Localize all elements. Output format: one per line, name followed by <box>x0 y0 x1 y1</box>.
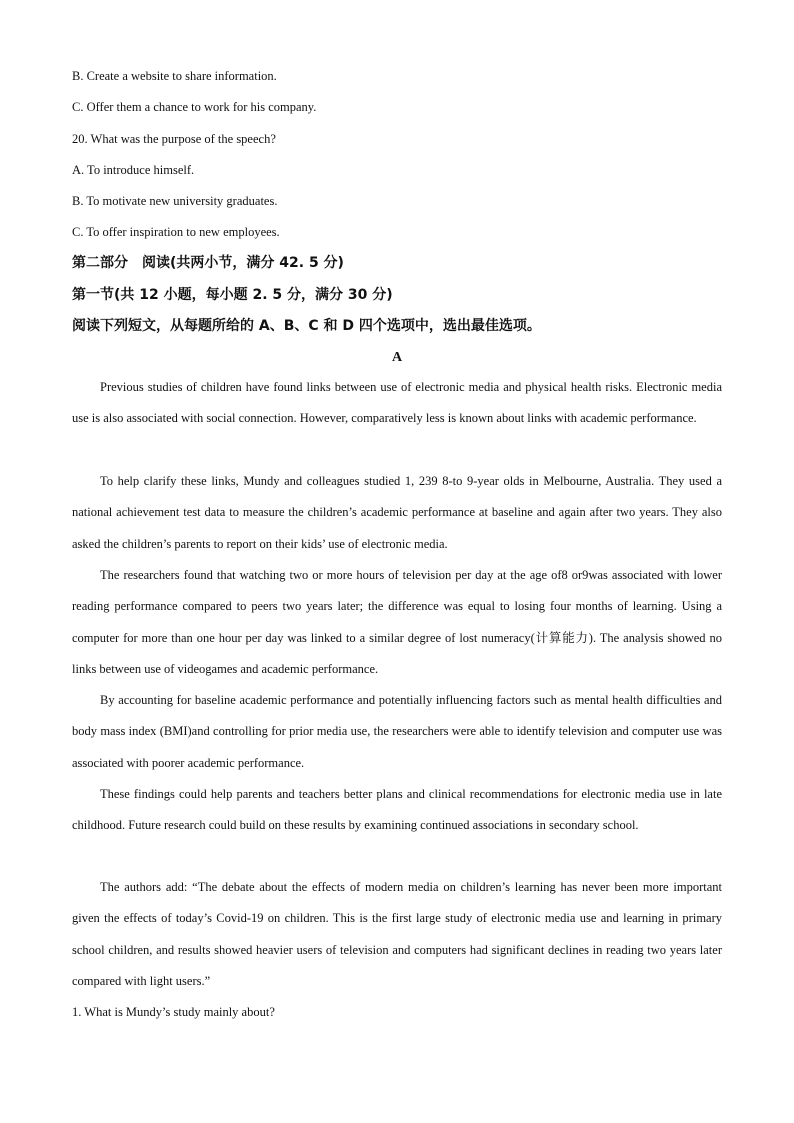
subsection-title: 第一节(共 12 小题，每小题 2. 5 分，满分 30 分) <box>72 287 393 303</box>
q20-option-c: C. To offer inspiration to new employees. <box>72 225 280 239</box>
q1-question: 1. What is Mundy’s study mainly about? <box>72 1005 275 1019</box>
passage-paragraph-4: By accounting for baseline academic performance and potentially influencing factors such as mental health difficulties and body mass index (BMI)and controlling for prior media use, the researchers were able to identify television and computer use was associated with poorer academic performance. <box>72 693 722 770</box>
q20-question: 20. What was the purpose of the speech? <box>72 132 276 146</box>
part-title: 第二部分 阅读(共两小节，满分 42. 5 分) <box>72 255 344 271</box>
passage-label: A <box>391 350 403 365</box>
q20-option-a: A. To introduce himself. <box>72 163 195 177</box>
passage-paragraph-3: The researchers found that watching two or more hours of television per day at the age of8 or9was associated with lower reading performance compared to peers two years later; the difference was equal to losing four months of learning. Using a computer for more than one hour per day was linked to a similar degree of lost numeracy(计算能力). The analysis showed no links between use of videogames and academic performance. <box>72 568 722 676</box>
passage-paragraph-6: The authors add: “The debate about the effects of modern media on children’s learning has never been more important given the effects of today’s Covid-19 on children. This is the first large study of electronic media use and learning in primary school children, and results showed heavier users of television and computers had significant declines in reading two years later compared with light users.” <box>72 880 722 988</box>
passage-paragraph-5: These findings could help parents and teachers better plans and clinical recommendations for electronic media use in late childhood. Future research could build on these results by examining continued associations in secondary school. <box>72 787 722 833</box>
section-instruction: 阅读下列短文，从每题所给的 A、B、C 和 D 四个选项中，选出最佳选项。 <box>72 318 541 334</box>
q19-option-b: B. Create a website to share information. <box>72 69 277 83</box>
passage-paragraph-2: To help clarify these links, Mundy and colleagues studied 1, 239 8-to 9-year olds in Melbourne, Australia. They used a national achievement test data to measure the children’s academic performance at baseline and again after two years. They also asked the children’s parents to report on their kids’ use of electronic media. <box>72 474 722 551</box>
q20-option-b: B. To motivate new university graduates. <box>72 194 278 208</box>
passage-paragraph-1: Previous studies of children have found links between use of electronic media and physical health risks. Electronic media use is also associated with social connection. However, comparatively less is known about links with academic performance. <box>72 380 722 426</box>
q19-option-c: C. Offer them a chance to work for his company. <box>72 100 317 114</box>
